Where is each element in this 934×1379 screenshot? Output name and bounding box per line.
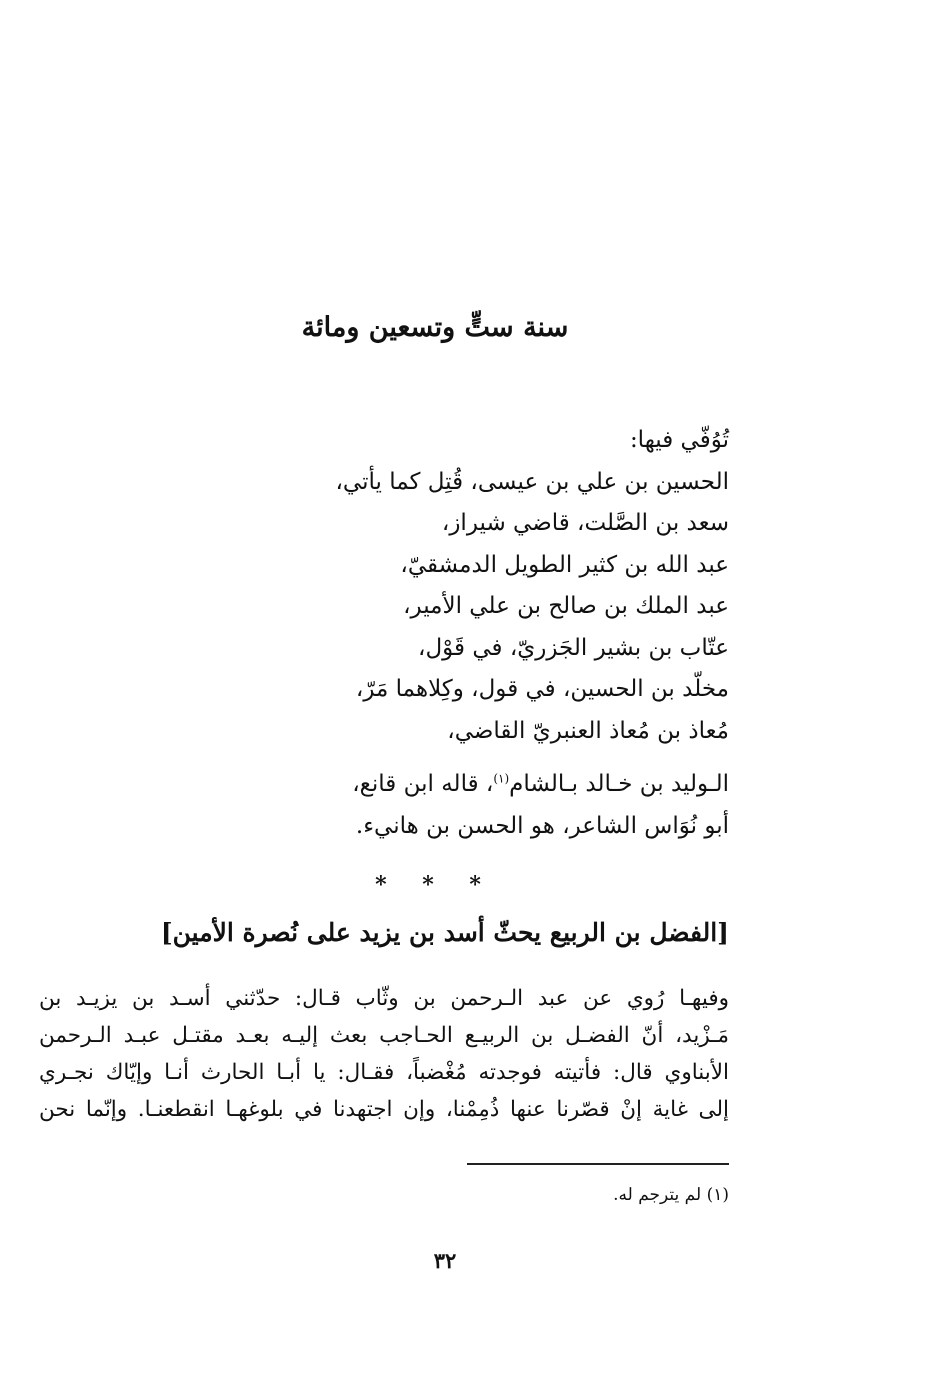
list-gap	[209, 752, 729, 764]
death-list-entry: عتّاب بن بشير الجَزريّ، في قَوْل،	[418, 634, 729, 661]
section-heading: [الفضل بن الربيع يحثّ أسد بن يزيد على نُصرة الأمين]	[160, 918, 729, 947]
death-list-entry: عبد الله بن كثير الطويل الدمشقيّ،	[400, 551, 729, 578]
death-list-entry: عبد الملك بن صالح بن علي الأمير،	[403, 593, 729, 619]
death-list-entry: سعد بن الصَّلت، قاضي شيراز،	[441, 510, 729, 536]
section-separator: * * *	[375, 872, 495, 898]
footnote-reference[interactable]: (١)	[493, 771, 510, 786]
death-list-entry-walid	[209, 764, 729, 806]
walid-note: ، قاله ابن قانع،	[352, 771, 494, 797]
death-list-entry: الحسين بن علي بن عيسى، قُتِل كما يأتي،	[335, 468, 729, 495]
death-list-entry: أبو نُوَاس الشاعر، هو الحسن بن هانيء.	[355, 812, 729, 839]
paragraph-line: وفيهـا رُوي عن عبد الـرحمن بن وثّاب قـال: حدّثني أسـد بن يزيـد بن	[39, 986, 729, 1011]
death-list-intro: تُوُفّي فيها:	[629, 427, 729, 453]
body-paragraph	[39, 980, 729, 1128]
footnote-divider	[467, 1163, 729, 1165]
death-list-entry: مُعاذ بن مُعاذ العنبريّ القاضي،	[447, 717, 729, 744]
paragraph-line: مَـزْيد، أنّ الفضـل بن الربيـع الحـاجب بعث إليـه بعـد مقتـل عبـد الـرحمن	[39, 1023, 729, 1048]
paragraph-line: إلى غاية إنْ قصّرنا عنها ذُمِمْنا، وإن اجتهدنا في بلوغهـا انقطعنـا. وإنّما نحن	[39, 1097, 729, 1122]
paragraph-line: الأبناوي قال: فأتيته فوجدته مُغْضباً، فقـال: يا أبـا الحارث أنـا وإيّاك نجـري	[39, 1060, 729, 1085]
death-list-entry: مخلّد بن الحسين، في قول، وكِلاهما مَرّ،	[355, 676, 729, 702]
page-number: ٣٢	[433, 1248, 457, 1273]
chapter-title: سنة ستٍّ وتسعين ومائة	[301, 312, 569, 343]
death-list	[209, 420, 729, 847]
footnote: (١) لم يترجم له.	[613, 1185, 729, 1205]
walid-name: الـوليد بن خـالد بـالشام	[509, 771, 729, 797]
